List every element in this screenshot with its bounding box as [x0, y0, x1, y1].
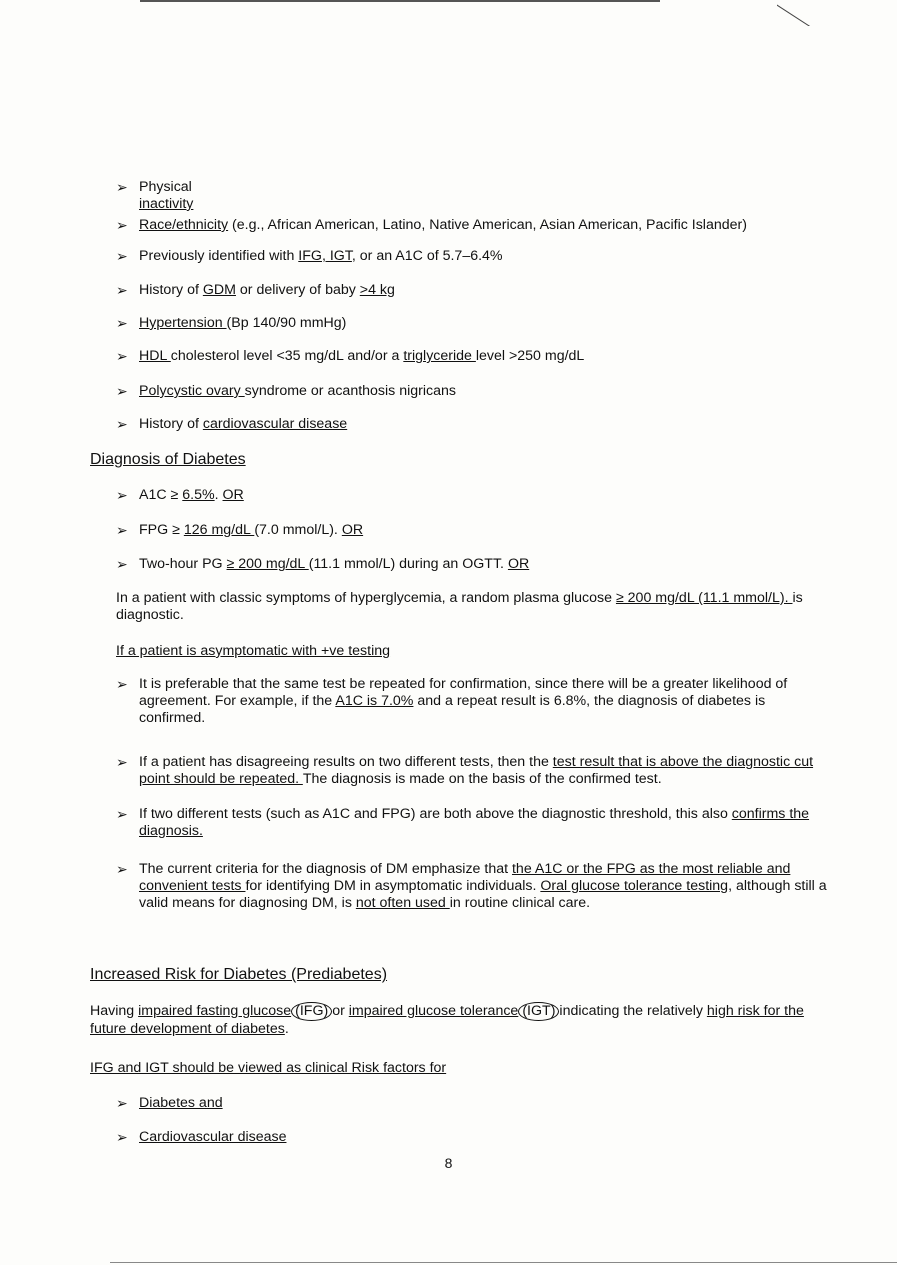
classic-symptoms-paragraph: In a patient with classic symptoms of hyperglycemia, a random plasma glucose ≥ 200 mg/dL (11.1 mmol/L). is diagnostic. — [116, 590, 803, 623]
bullet-arrow-icon: ➢ — [116, 676, 128, 692]
bullet-arrow-icon: ➢ — [116, 1129, 128, 1145]
scan-corner-fold — [777, 0, 817, 26]
circled-igt: (IGT) — [518, 1002, 559, 1021]
bullet-arrow-icon: ➢ — [116, 348, 128, 364]
bullet-arrow-icon: ➢ — [116, 1095, 128, 1111]
bullet-arrow-icon: ➢ — [116, 217, 128, 233]
bullet-arrow-icon: ➢ — [116, 806, 128, 822]
bullet-arrow-icon: ➢ — [116, 487, 128, 503]
bullet-arrow-icon: ➢ — [116, 556, 128, 572]
section-heading-diagnosis: Diagnosis of Diabetes — [90, 451, 246, 468]
bullet-arrow-icon: ➢ — [116, 179, 128, 195]
risk-factors-subheading: IFG and IGT should be viewed as clinical Risk factors for — [90, 1060, 447, 1076]
document-page: ➢ Physical inactivity ➢ Race/ethnicity (e.g., African American, Latino, Native American, Asian American, Pacific Islander) ➢ Previously identified with IFG, IGT, or an A1C of 5.7–6.4% ➢ History of GDM or delivery of baby >4 kg ➢ Hypertension (Bp 140/90 mmHg) ➢ HDL cholesterol level <35 mg/dL and/or a triglyceride level >250 mg/dL ➢ Polycystic ovary syndrome or acanthosis nigricans ➢ History of cardiovascular disease Diagnosis of Diabetes ➢ A1C ≥ 6.5%. OR ➢ FPG ≥ 126 mg/dL (7.0 mmol/L). OR ➢ Two-hour PG ≥ 200 mg/dL (11.1 mmol/L) during an OGTT. OR In a patient with classic symptoms of hyperglycemia, a random plasma glucose ≥ 200 mg/dL (11.1 mmol/L). is diagnostic. If a patient is asymptomatic with +ve testing ➢ It is preferable that the same test be repeated for confirmation, since there will be a greater likelihood of agreement. For example, if the A1C is 7.0% and a repeat result is 6.8%, the diagnosis of diabetes is confirmed. ➢ If a patient has disagreeing results on two different tests, then the test result that is above the diagnostic cut point should be repeated. The diagnosis is made on the basis of the confirmed test. ➢ If two different tests (such as A1C and FPG) are both above the diagnostic threshold, this also confirms the diagnosis. ➢ The current criteria for the diagnosis of DM emphasize that the A1C or the FPG as the most reliable and convenient tests for identifying DM in asymptomatic individuals. Oral glucose tolerance testing, although still a valid means for diagnosing DM, is not often used in routine clinical care. Increased Risk for Diabetes (Prediabetes) Having impaired fasting glucose (IFG) or impaired glucose tolerance (IGT) indicating the relatively high risk for the future development of diabetes. IFG and IGT should be viewed as clinical Risk factors for ➢ Diabetes and ➢ Cardiovascular disease 8 — [0, 0, 897, 1265]
bullet-arrow-icon: ➢ — [116, 861, 128, 877]
bullet-arrow-icon: ➢ — [116, 248, 128, 264]
bullet-arrow-icon: ➢ — [116, 416, 128, 432]
page-number: 8 — [444, 1155, 453, 1171]
bullet-arrow-icon: ➢ — [116, 522, 128, 538]
bullet-arrow-icon: ➢ — [116, 754, 128, 770]
section-heading-prediabetes: Increased Risk for Diabetes (Prediabetes) — [90, 966, 388, 983]
bullet-arrow-icon: ➢ — [116, 315, 128, 331]
asymptomatic-subheading: If a patient is asymptomatic with +ve testing — [116, 643, 391, 659]
bullet-arrow-icon: ➢ — [116, 383, 128, 399]
scan-bottom-edge — [110, 1262, 897, 1263]
bullet-arrow-icon: ➢ — [116, 282, 128, 298]
prediabetes-paragraph: Having impaired fasting glucose (IFG) or impaired glucose tolerance (IGT) indicating the relatively high risk for the future development of diabetes. — [90, 1003, 804, 1037]
circled-ifg: (IFG) — [291, 1002, 332, 1021]
scan-top-edge — [140, 0, 660, 2]
